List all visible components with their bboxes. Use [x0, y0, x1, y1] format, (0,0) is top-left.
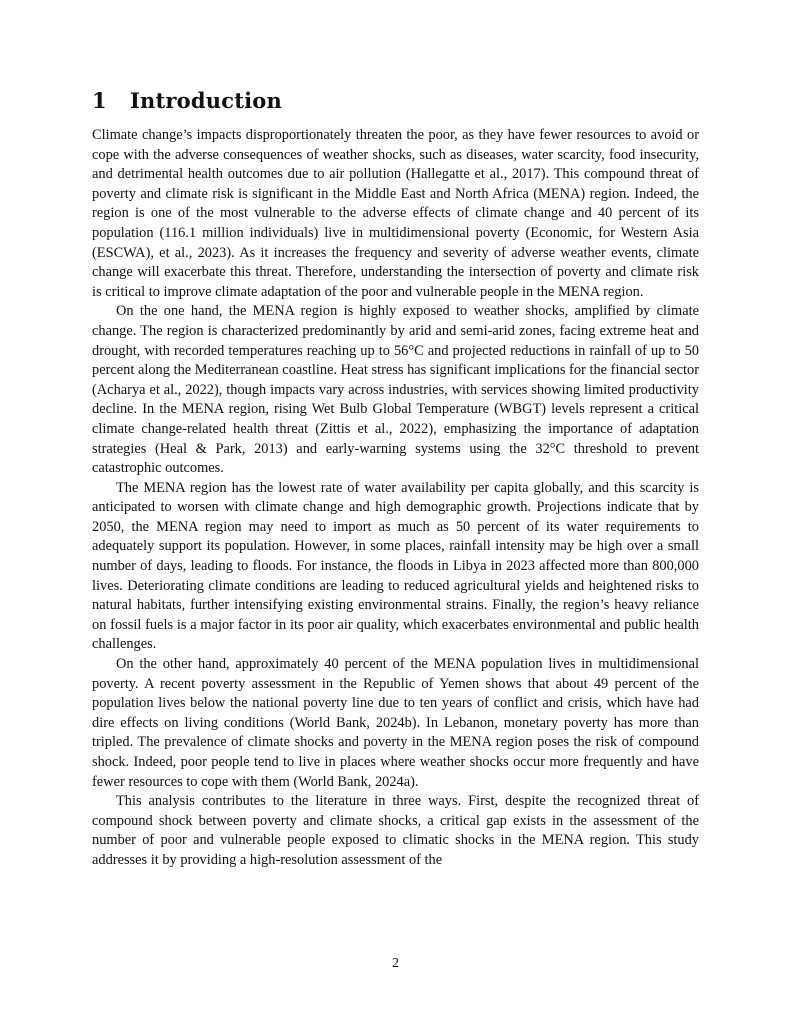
section-number: 1 [92, 88, 107, 113]
paragraph: The MENA region has the lowest rate of water availability per capita globally, and this scarcity is anticipated to worsen with climate change and high demographic growth. Projections indicate that by 2050, the MENA region may need to import as much as 50 percent of its water requirements to adequately support its population. However, in some places, rainfall intensity may be high over a small number of days, leading to floods. For instance, the floods in Libya in 2023 affected more than 800,000 lives. Deteriorating climate conditions are leading to reduced agricultural yields and heightened risks to natural habitats, further intensifying existing environmental strains. Finally, the region’s heavy reliance on fossil fuels is a major factor in its poor air quality, which exacerbates environmental and public health challenges. [92, 479, 699, 653]
paragraph: On the other hand, approximately 40 percent of the MENA population lives in multidimensional poverty. A recent poverty assessment in the Republic of Yemen shows that about 49 percent of the population lives below the national poverty line due to ten years of conflict and crisis, which have had dire effects on living conditions (World Bank, 2024b). In Lebanon, monetary poverty has more than tripled. The prevalence of climate shocks and poverty in the MENA region poses the risk of compound shock. Indeed, poor people tend to live in places where weather shocks occur more frequently and have fewer resources to cope with them (World Bank, 2024a). [92, 656, 699, 790]
paragraph: Climate change’s impacts disproportionately threaten the poor, as they have fewer resources to avoid or cope with the adverse consequences of weather shocks, such as diseases, water scarcity, food insecurity, and detrimental health outcomes due to air pollution (Hallegatte et al., 2017). This compound threat of poverty and climate risk is significant in the Middle East and North Africa (MENA) region. Indeed, the region is one of the most vulnerable to the adverse effects of climate change and 40 percent of its population (116.1 million individuals) live in multidimensional poverty (Economic, for Western Asia (ESCWA), et al., 2023). As it increases the frequency and severity of adverse weather events, climate change will exacerbate this threat. Therefore, understanding the intersection of poverty and climate risk is critical to improve climate adaptation of the poor and vulnerable people in the MENA region. [92, 127, 699, 300]
page-number: 2 [392, 956, 399, 971]
paragraph: On the one hand, the MENA region is highly exposed to weather shocks, amplified by climate change. The region is characterized predominantly by arid and semi-arid zones, facing extreme heat and drought, with recorded temperatures reaching up to 56°C and projected reductions in rainfall of up to 50 percent along the Mediterranean coastline. Heat stress has significant implications for the financial sector (Acharya et al., 2022), though impacts vary across industries, with services showing limited productivity decline. In the MENA region, rising Wet Bulb Global Temperature (WBGT) levels represent a critical climate change-related health threat (Zittis et al., 2022), emphasizing the importance of adaptation strategies (Heal & Park, 2013) and early-warning systems using the 32°C threshold to prevent catastrophic outcomes. [92, 303, 699, 477]
section-title: Introduction [130, 88, 282, 113]
section-heading [92, 88, 699, 114]
paragraph: This analysis contributes to the literature in three ways. First, despite the recognized threat of compound shock between poverty and climate shocks, a critical gap exists in the assessment of the number of poor and vulnerable people exposed to climatic shocks in the MENA region. This study addresses it by providing a high-resolution assessment of the [92, 793, 699, 868]
page-body [92, 88, 699, 871]
